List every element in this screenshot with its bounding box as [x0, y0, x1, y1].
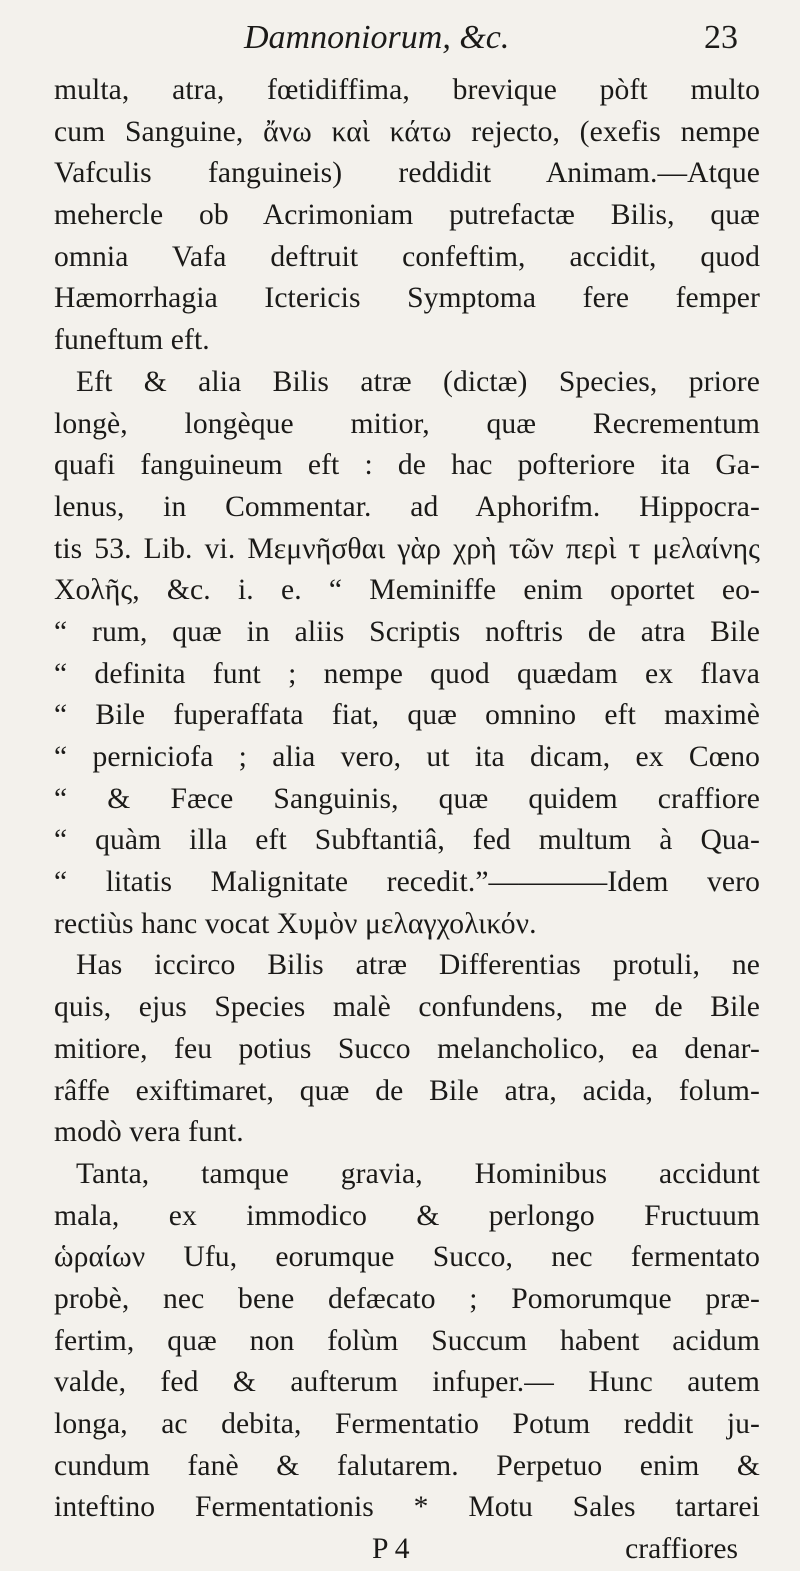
text-line: inteftino Fermentationis * Motu Sales tartarei [54, 1491, 760, 1524]
text-line: “ rum, quæ in aliis Scriptis noftris de atra Bile [54, 615, 760, 648]
text-line: Χολῆς, &c. i. e. “ Meminiffe enim oportet eo- [54, 574, 760, 607]
text-line: “ & Fæce Sanguinis, quæ quidem craffiore [54, 782, 760, 815]
text-line: quafi fanguineum eft : de hac pofteriore ita Ga- [54, 449, 760, 482]
text-line: longa, ac debita, Fermentatio Potum reddit ju- [54, 1408, 760, 1440]
running-head [54, 12, 760, 64]
text-line: “ Bile fuperaffata fiat, quæ omnino eft maximè [54, 699, 760, 732]
text-line: lenus, in Commentar. ad Aphorifm. Hippocra- [54, 490, 760, 523]
text-line: Tanta, tamque gravia, Hominibus accidunt [76, 1157, 760, 1190]
catchword: craffiores [625, 1533, 738, 1566]
signature-mark: P 4 [372, 1533, 410, 1566]
text-line: “ litatis Malignitate recedit.”————Idem vero [54, 866, 760, 899]
text-line: Eft & alia Bilis atræ (dictæ) Species, priore [76, 365, 760, 398]
text-line: valde, fed & aufterum infuper.— Hunc autem [54, 1366, 760, 1399]
text-line: funeftum eft. [54, 324, 210, 357]
text-line: modò vera funt. [54, 1116, 244, 1149]
text-line: “ definita funt ; nempe quod quædam ex flava [54, 657, 760, 690]
text-line: Hæmorrhagia Ictericis Symptoma fere femper [54, 282, 760, 315]
text-line: Has iccirco Bilis atræ Differentias protuli, ne [76, 949, 760, 982]
running-title: Damnoniorum, &c. [244, 19, 510, 56]
text-line: omnia Vafa deftruit confeftim, accidit, quod [54, 240, 760, 273]
text-line: râffe exiftimaret, quæ de Bile atra, acida, folum- [54, 1074, 760, 1107]
text-line: Vafculis fanguineis) reddidit Animam.—Atque [54, 157, 760, 190]
text-line: “ quàm illa eft Subftantiâ, fed multum à Qua- [54, 824, 760, 857]
text-line: mitiore, feu potius Succo melancholico, ea denar- [54, 1032, 760, 1065]
text-line: quis, ejus Species malè confundens, me de Bile [54, 991, 760, 1024]
text-line: cum Sanguine, ἄνω καὶ κάτω rejecto, (exefis nempe [54, 115, 760, 148]
page-footer [54, 1529, 760, 1571]
page-number: 23 [704, 19, 738, 56]
text-line: mehercle ob Acrimoniam putrefactæ Bilis, quæ [54, 199, 760, 232]
text-line: longè, longèque mitior, quæ Recrementum [54, 407, 760, 440]
text-line: mala, ex immodico & perlongo Fructuum [54, 1199, 760, 1232]
text-line: “ perniciofa ; alia vero, ut ita dicam, ex Cœno [54, 741, 760, 773]
text-line: multa, atra, fœtidiffima, brevique pòft multo [54, 74, 760, 106]
text-line: ὡραίων Ufu, eorumque Succo, nec fermentato [54, 1241, 760, 1274]
text-line: fertim, quæ non folùm Succum habent acidum [54, 1324, 760, 1357]
body-text [54, 70, 760, 1529]
text-line: tis 53. Lib. vi. Μεμνῆσθαι γὰρ χρὴ τῶν περὶ τ μελαίνης [54, 532, 760, 565]
text-line: cundum fanè & falutarem. Perpetuo enim & [54, 1449, 760, 1482]
text-line: probè, nec bene defæcato ; Pomorumque præ- [54, 1282, 760, 1315]
text-line: rectiùs hanc vocat Χυμὸν μελαγχολικόν. [54, 907, 537, 940]
